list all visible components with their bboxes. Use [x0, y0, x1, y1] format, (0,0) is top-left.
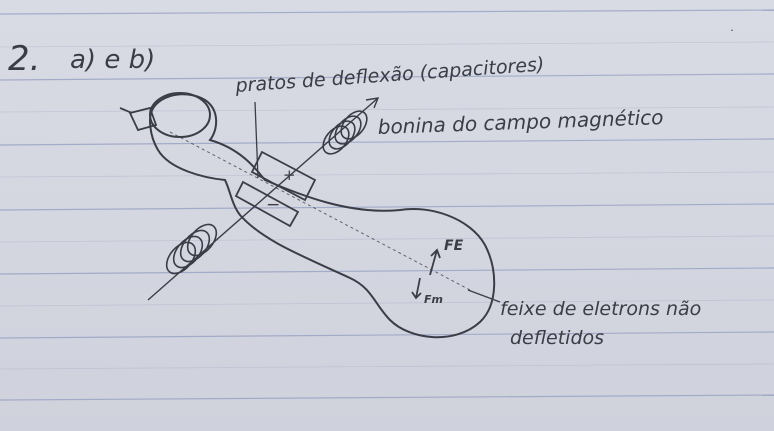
label-beam-line2: defletidos: [510, 327, 605, 349]
plate-negative-sign: −: [266, 195, 281, 215]
force-magnetic-arrow: [412, 278, 421, 298]
magnetic-axis-line: [148, 98, 378, 300]
electron-gun-bulb: [150, 93, 210, 137]
force-electric-label: FE: [444, 238, 464, 254]
plate-positive-sign: +: [283, 166, 296, 184]
force-electric-arrow: [430, 250, 440, 275]
question-parts: a) e b): [70, 45, 156, 75]
magnetic-coil-lower: [161, 219, 222, 279]
label-magnetic-coil: bonina do campo magnético: [377, 105, 664, 139]
force-magnetic-label: Fm: [424, 293, 443, 306]
pointer-beam: [468, 290, 500, 302]
question-number: 2.: [8, 39, 41, 79]
magnetic-coil-upper: [318, 106, 372, 158]
corner-mark: ·: [730, 24, 734, 37]
electron-beam: [170, 132, 470, 290]
label-deflection-plates: pratos de deflexão (capacitores): [234, 53, 546, 97]
label-beam-line1: feixe de eletrons não: [500, 298, 702, 320]
